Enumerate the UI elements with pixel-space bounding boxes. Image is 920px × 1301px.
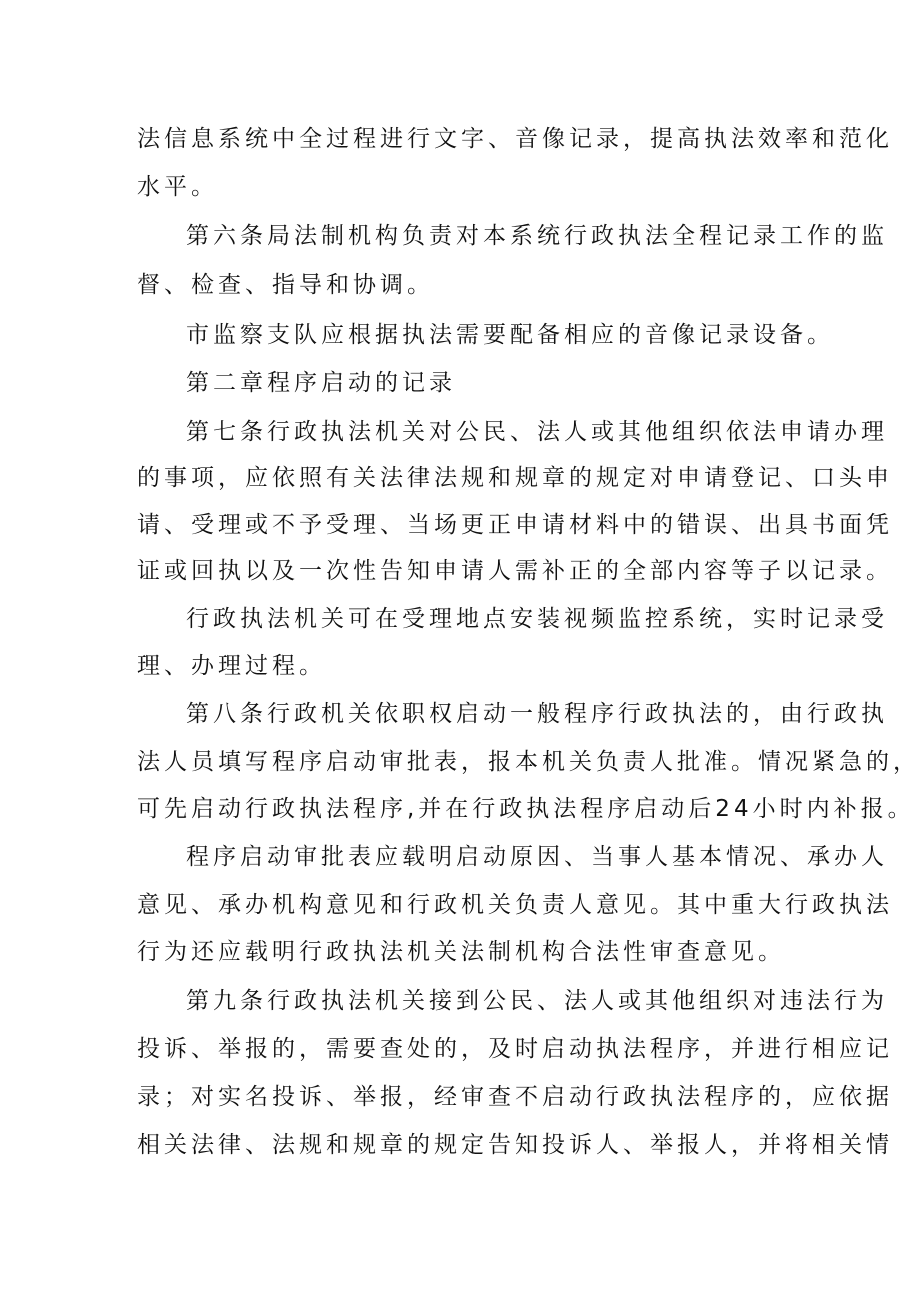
- text-line: 证或回执以及一次性告知申请人需补正的全部内容等子以记录。: [137, 558, 893, 584]
- text-line: 行政执法机关可在受理地点安装视频监控系统，实时记录受: [186, 606, 888, 632]
- text-line: 第六条局法制机构负责对本系统行政执法全程记录工作的监: [186, 223, 888, 249]
- text-line: 第七条行政执法机关对公民、法人或其他组织依法申请办理: [186, 419, 888, 445]
- text-line: 法信息系统中全过程进行文字、音像记录，提高执法效率和范化: [137, 126, 893, 152]
- text-line: 投诉、举报的，需要查处的，及时启动执法程序，并进行相应记: [137, 1036, 893, 1062]
- text-line: 水平。: [137, 174, 218, 200]
- text-line: 市监察支队应根据执法需要配备相应的音像记录设备。: [186, 322, 834, 348]
- text-line: 相关法律、法规和规章的规定告知投诉人、举报人，并将相关情: [137, 1132, 893, 1158]
- text-line: 请、受理或不予受理、当场更正申请材料中的错误、出具书面凭: [137, 512, 893, 538]
- text-line: 督、检查、指导和协调。: [137, 272, 434, 298]
- text-line: 录；对实名投诉、举报，经审查不启动行政执法程序的，应依据: [137, 1084, 893, 1110]
- text-line: 程序启动审批表应载明启动原因、当事人基本情况、承办人: [186, 844, 888, 870]
- text-line: 第九条行政执法机关接到公民、法人或其他组织对违法行为: [186, 988, 888, 1014]
- text-line: 可先启动行政执法程序,并在行政执法程序启动后24小时内补报。: [137, 796, 915, 822]
- text-line: 法人员填写程序启动审批表，报本机关负责人批准。情况紧急的，: [137, 749, 920, 775]
- text-line: 的事项，应依照有关法律法规和规章的规定对申请登记、口头申: [137, 465, 893, 491]
- chapter-heading: 第二章程序启动的记录: [186, 370, 456, 396]
- text-line: 行为还应载明行政执法机关法制机构合法性审查意见。: [137, 939, 785, 965]
- text-line: 第八条行政机关依职权启动一般程序行政执法的，由行政执: [186, 701, 888, 727]
- text-line: 理、办理过程。: [137, 653, 326, 679]
- text-line: 意见、承办机构意见和行政机关负责人意见。其中重大行政执法: [137, 892, 893, 918]
